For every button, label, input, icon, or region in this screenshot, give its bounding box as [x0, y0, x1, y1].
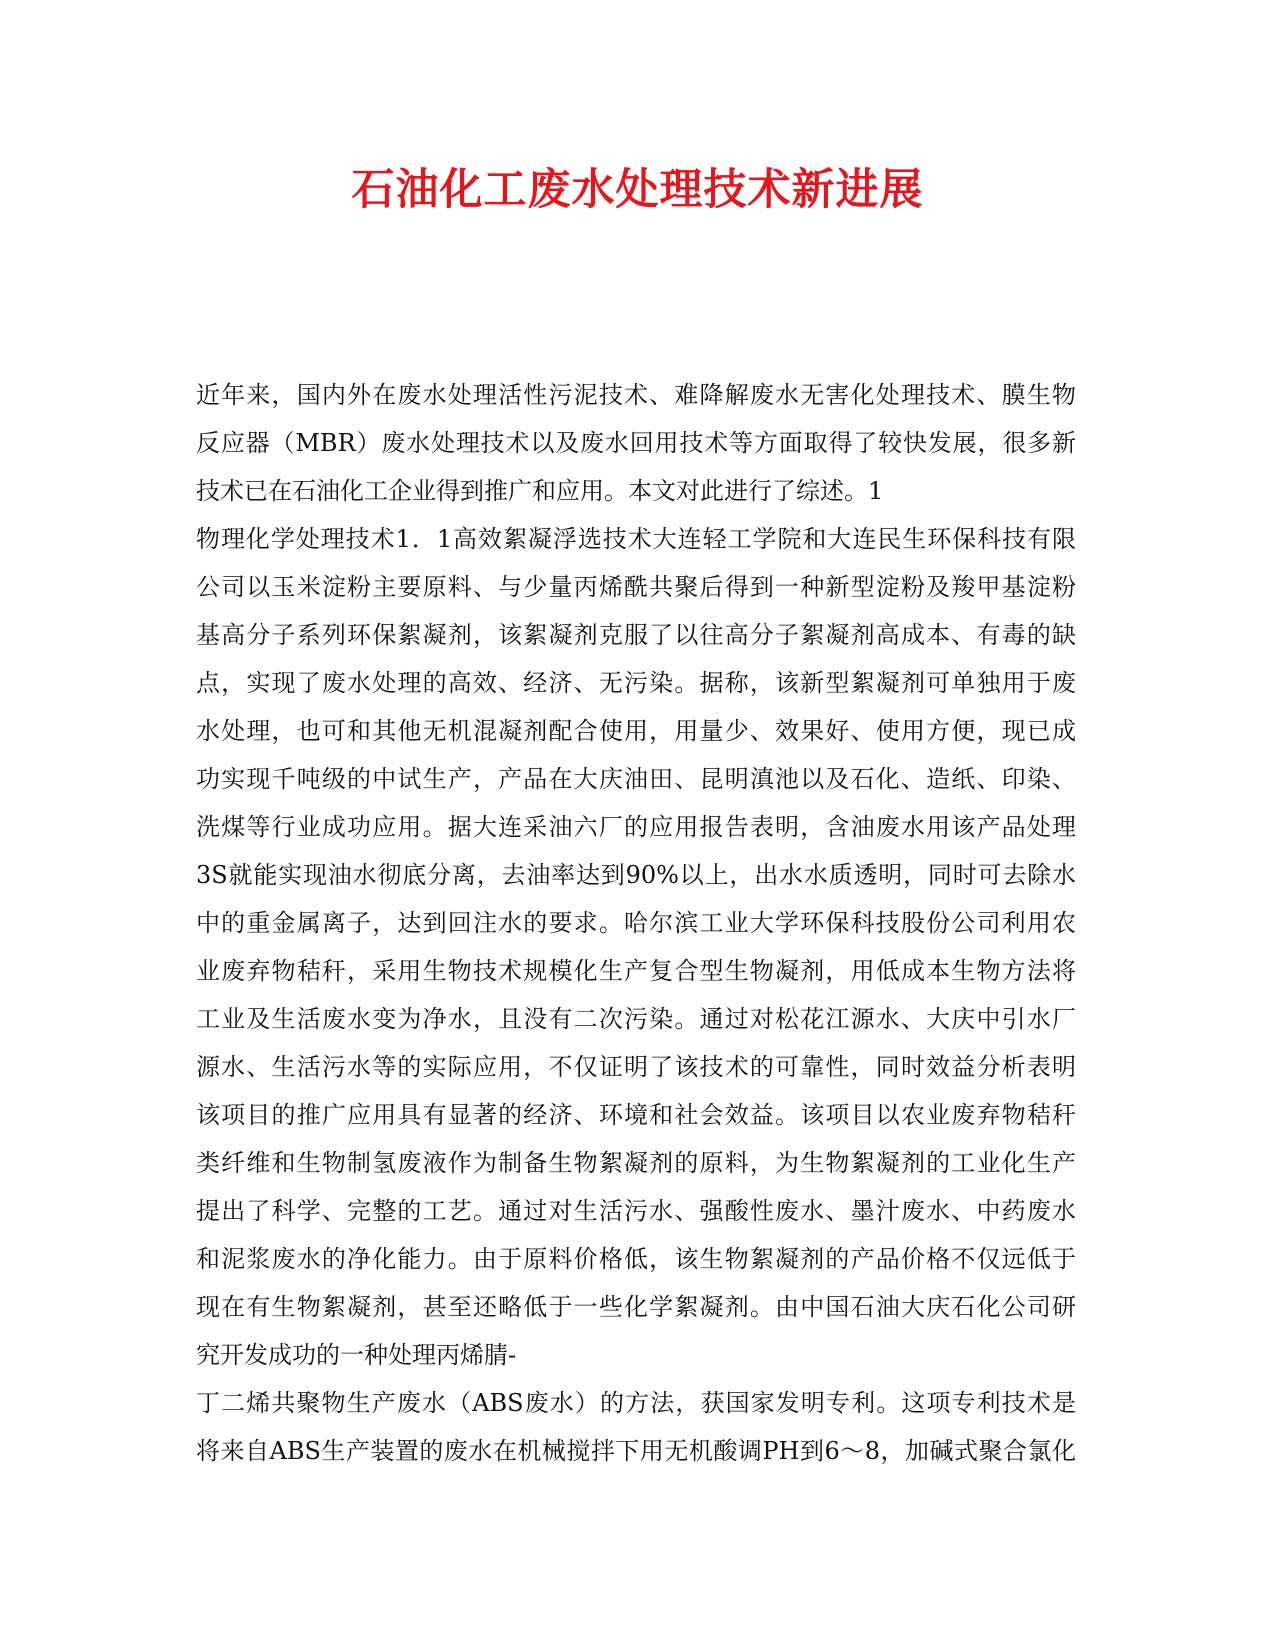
text-line: 现在有生物絮凝剂，甚至还略低于一些化学絮凝剂。由中国石油大庆石化公司研	[196, 1293, 1076, 1321]
text-line: 近年来，国内外在废水处理活性污泥技术、难降解废水无害化处理技术、膜生物	[196, 381, 1076, 409]
text-line: 将来自ABS生产装置的废水在机械搅拌下用无机酸调PH到6～8，加碱式聚合氯化	[196, 1437, 1076, 1465]
body-text	[196, 371, 1076, 1475]
text-line: 技术已在石油化工企业得到推广和应用。本文对此进行了综述。1	[196, 477, 884, 505]
text-line: 和泥浆废水的净化能力。由于原料价格低，该生物絮凝剂的产品价格不仅远低于	[196, 1245, 1076, 1273]
text-line: 洗煤等行业成功应用。据大连采油六厂的应用报告表明，含油废水用该产品处理	[196, 813, 1076, 841]
text-line: 基高分子系列环保絮凝剂，该絮凝剂克服了以往高分子絮凝剂高成本、有毒的缺	[196, 621, 1076, 649]
text-line: 物理化学处理技术1．1高效絮凝浮选技术大连轻工学院和大连民生环保科技有限	[196, 525, 1076, 553]
text-line: 3S就能实现油水彻底分离，去油率达到90%以上，出水水质透明，同时可去除水	[196, 861, 1076, 889]
text-line: 丁二烯共聚物生产废水（ABS废水）的方法，获国家发明专利。这项专利技术是	[196, 1389, 1076, 1417]
document-title: 石油化工废水处理技术新进展	[351, 165, 924, 215]
text-line: 功实现千吨级的中试生产，产品在大庆油田、昆明滇池以及石化、造纸、印染、	[196, 765, 1076, 793]
text-line: 源水、生活污水等的实际应用，不仅证明了该技术的可靠性，同时效益分析表明	[196, 1053, 1076, 1081]
text-line: 究开发成功的一种处理丙烯腈-	[196, 1341, 517, 1369]
text-line: 该项目的推广应用具有显著的经济、环境和社会效益。该项目以农业废弃物秸秆	[196, 1101, 1076, 1129]
text-line: 工业及生活废水变为净水，且没有二次污染。通过对松花江源水、大庆中引水厂	[196, 1005, 1076, 1033]
text-line: 公司以玉米淀粉主要原料、与少量丙烯酰共聚后得到一种新型淀粉及羧甲基淀粉	[196, 573, 1076, 601]
text-line: 反应器（MBR）废水处理技术以及废水回用技术等方面取得了较快发展，很多新	[196, 429, 1076, 457]
text-line: 点，实现了废水处理的高效、经济、无污染。据称，该新型絮凝剂可单独用于废	[196, 669, 1076, 697]
text-line: 水处理，也可和其他无机混凝剂配合使用，用量少、效果好、使用方便，现已成	[196, 717, 1076, 745]
text-line: 类纤维和生物制氢废液作为制备生物絮凝剂的原料，为生物絮凝剂的工业化生产	[196, 1149, 1076, 1177]
text-line: 业废弃物秸秆，采用生物技术规模化生产复合型生物凝剂，用低成本生物方法将	[196, 957, 1076, 985]
text-line: 提出了科学、完整的工艺。通过对生活污水、强酸性废水、墨汁废水、中药废水	[196, 1197, 1076, 1225]
text-line: 中的重金属离子，达到回注水的要求。哈尔滨工业大学环保科技股份公司利用农	[196, 909, 1076, 937]
